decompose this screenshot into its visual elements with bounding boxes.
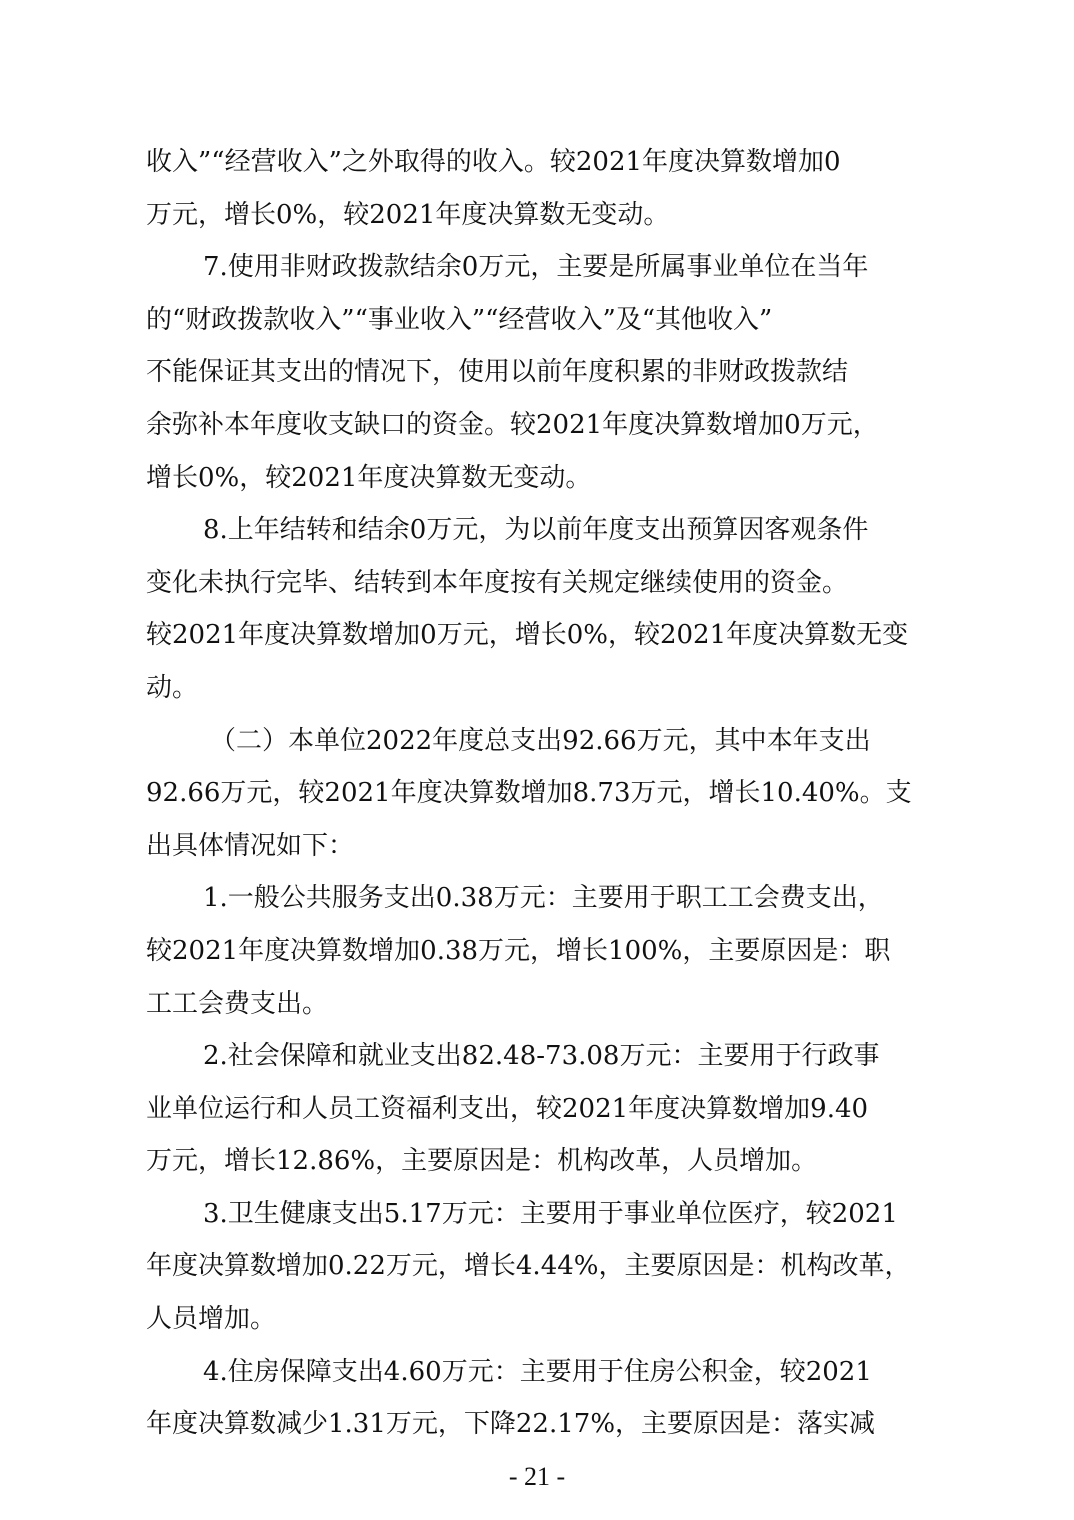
text-line: 万元，增长12.86%，主要原因是：机构改革，人员增加。 [146,1146,818,1177]
item-3-line: 3.卫生健康支出5.17万元：主要用于事业单位医疗，较2021 [203,1198,898,1229]
paragraph-8-line: 8.上年结转和结余0万元，为以前年度支出预算因客观条件 [203,515,869,546]
text-line: 年度决算数减少1.31万元，下降22.17%，主要原因是：落实减 [146,1409,876,1440]
text-line: 年度决算数增加0.22万元，增长4.44%，主要原因是：机构改革， [146,1251,911,1282]
item-4-line: 4.住房保障支出4.60万元：主要用于住房公积金，较2021 [203,1356,872,1387]
text-line: 出具体情况如下： [146,830,355,861]
item-2-line: 2.社会保障和就业支出82.48-73.08万元：主要用于行政事 [203,1041,880,1072]
text-line: 余弥补本年度收支缺口的资金。较2021年度决算数增加0万元， [146,409,879,440]
text-line: 较2021年度决算数增加0万元，增长0%，较2021年度决算数无变 [146,620,909,651]
paragraph-7-line: 7.使用非财政拨款结余0万元，主要是所属事业单位在当年 [203,252,869,283]
text-line: 工工会费支出。 [146,988,329,1019]
text-line: 增长0%，较2021年度决算数无变动。 [146,462,592,493]
body-text [146,136,936,1451]
text-line: 较2021年度决算数增加0.38万元，增长100%，主要原因是：职 [146,935,891,966]
text-line: 业单位运行和人员工资福利支出，较2021年度决算数增加9.40 [146,1093,869,1124]
item-1-line: 1.一般公共服务支出0.38万元：主要用于职工工会费支出， [203,883,884,914]
text-line: 变化未执行完毕、结转到本年度按有关规定继续使用的资金。 [146,567,849,598]
text-line: 的“财政拨款收入”“事业收入”“经营收入”及“其他收入” [146,304,773,335]
text-line: 收入”“经营收入”之外取得的收入。较2021年度决算数增加0 [146,147,841,177]
text-line: 人员增加。 [146,1304,277,1335]
text-line: 万元，增长0%，较2021年度决算数无变动。 [146,199,670,230]
text-line: 动。 [146,672,199,703]
section-2-heading-line: （二）本单位2022年度总支出92.66万元，其中本年支出 [210,725,871,756]
text-line: 不能保证其支出的情况下，使用以前年度积累的非财政拨款结 [146,357,849,388]
page-number: - 21 - [508,1462,566,1491]
text-line: 92.66万元，较2021年度决算数增加8.73万元，增长10.40%。支 [146,778,912,809]
